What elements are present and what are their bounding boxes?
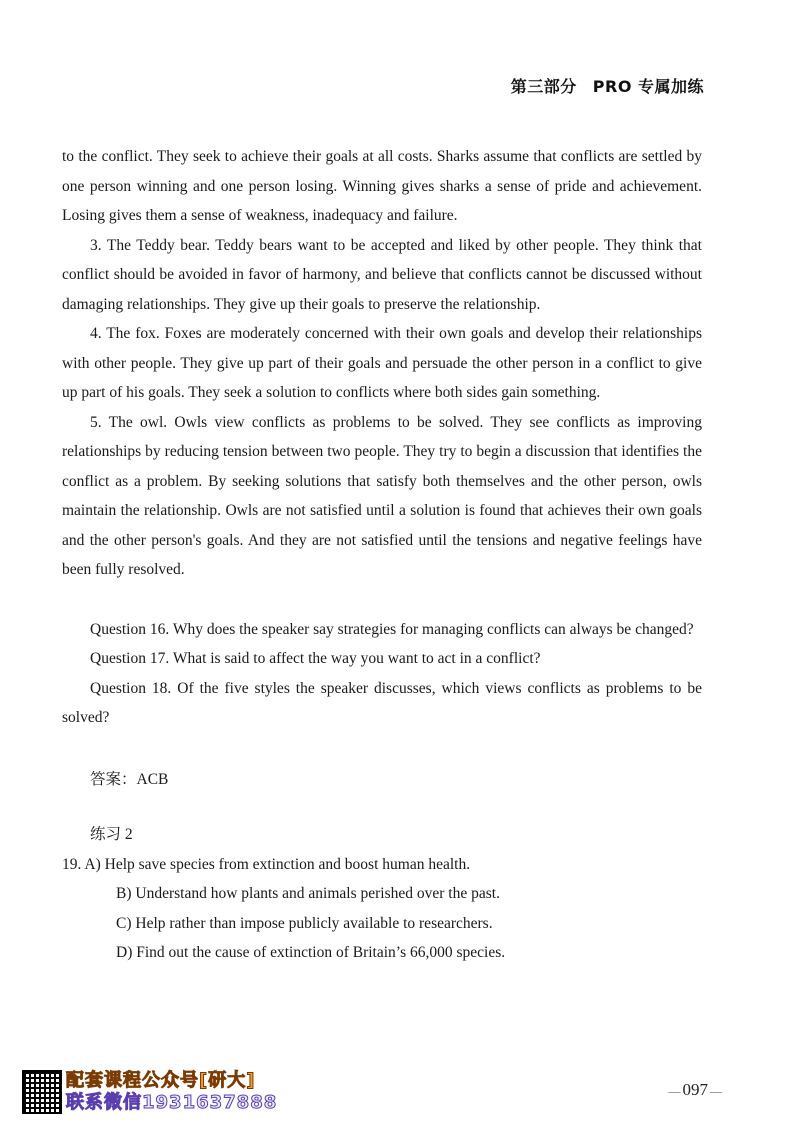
page-number (669, 1080, 723, 1100)
option-item: B) Understand how plants and animals perished over the past. (116, 885, 500, 902)
page-number-value: 097 (682, 1080, 708, 1099)
page-header (511, 74, 704, 97)
watermark-stamp (22, 1070, 277, 1114)
section-title: PRO 专属加练 (592, 77, 704, 96)
watermark-line: 联系微信1931637888 (66, 1092, 278, 1113)
question-item: Question 18. Of the five styles the speaker discusses, which views conflicts as problems to be solved? (62, 679, 702, 726)
answer-key: 答案：ACB (90, 770, 169, 788)
qr-code-icon (22, 1070, 62, 1114)
option-item: D) Find out the cause of extinction of Britain’s 66,000 species. (116, 944, 506, 961)
question-item: Question 17. What is said to affect the way you want to act in a conflict? (90, 650, 541, 667)
passage-paragraph: 5. The owl. Owls view conflicts as problems to be solved. They see conflicts as improving relationships by reducing tension between two people. They try to begin a discussion that identifies the conflict as a problem. By seeking solutions that satisfy both themselves and the other person, owls maintain the relationship. Owls are not satisfied until a solution is found that achieves their own goals and the other person's goals. And they are not satisfied until the tensions and negative feelings have been fully resolved. (62, 413, 702, 578)
question-list (62, 615, 702, 733)
section-label: 第三部分 (510, 77, 577, 96)
option-list (62, 850, 702, 968)
option-item: C) Help rather than impose publicly available to researchers. (116, 914, 493, 932)
option-item: 19. A) Help save species from extinction and boost human health. (62, 855, 471, 873)
question-item: Question 16. Why does the speaker say strategies for managing conflicts can always be changed? (90, 620, 694, 638)
page-content (62, 142, 702, 968)
passage-paragraph: 3. The Teddy bear. Teddy bears want to be accepted and liked by other people. They think that conflict should be avoided in favor of harmony, and believe that conflicts cannot be discussed without damaging relationships. They give up their goals to preserve the relationship. (62, 236, 702, 313)
watermark-text (66, 1070, 277, 1114)
practice-title: 练习 2 (90, 826, 133, 843)
passage-paragraph: 4. The fox. Foxes are moderately concerned with their own goals and develop their relationships with other people. They give up part of their goals and persuade the other person in a conflict to give up part of his goals. They seek a solution to conflicts where both sides gain something. (62, 325, 702, 401)
passage-paragraph: to the conflict. They seek to achieve their goals at all costs. Sharks assume that conflicts are settled by one person winning and one person losing. Winning gives sharks a sense of pride and achievement. Losing gives them a sense of weakness, inadequacy and failure. (62, 148, 702, 224)
watermark-line: 配套课程公众号[研大] (66, 1070, 256, 1091)
